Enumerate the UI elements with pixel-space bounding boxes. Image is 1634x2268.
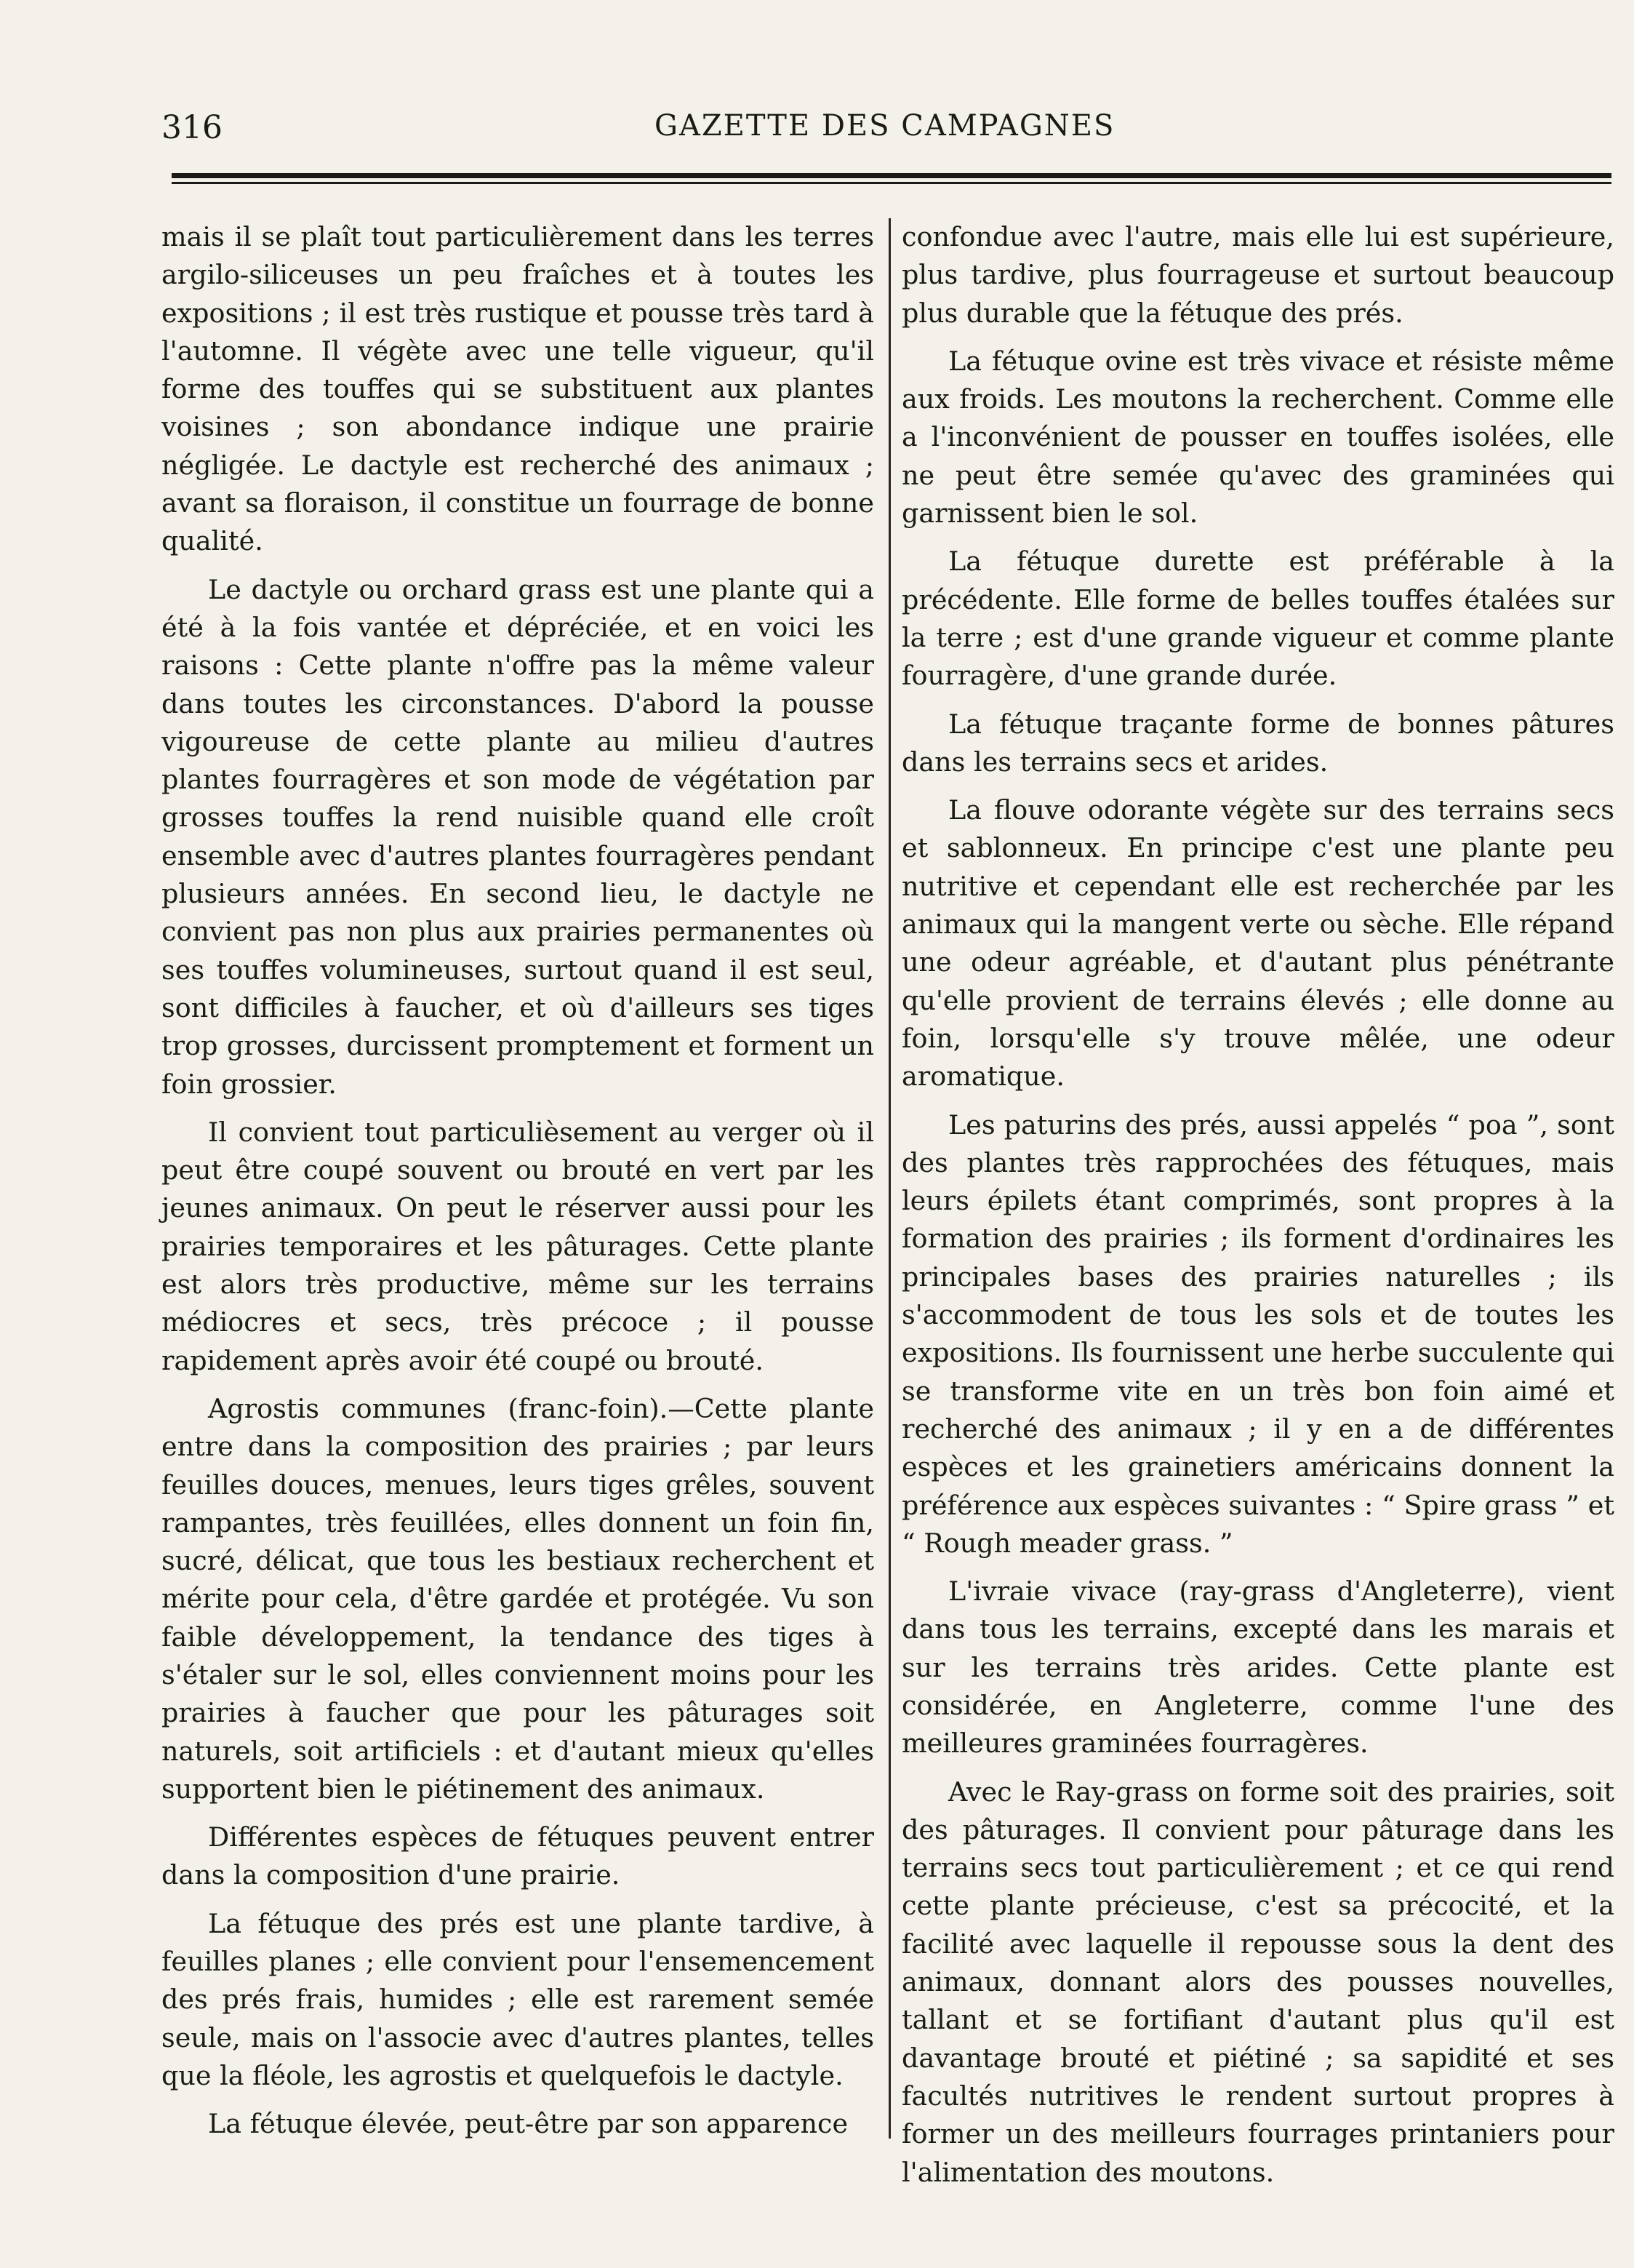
paragraph: Le dactyle ou orchard grass est une plante qui a été à la fois vantée et dépréciée, et en voici les raisons : Cette plante n'offre pas la même valeur dans toutes les circonstances. D'abord la pousse vigoureuse de cette plante au milieu d'autres plantes fourragères et son mode de végétation par grosses touffes la rend nuisible quand elle croît ensemble avec d'autres plantes fourragères pendant plusieurs années. En second lieu, le dactyle ne convient pas non plus aux prairies permanentes où ses touffes volumineuses, surtout quand il est seul, sont difficiles à faucher, et où d'ailleurs ses tiges trop grosses, durcissent promptement et forment un foin grossier. <box>161 573 874 1100</box>
paragraph: Les paturins des prés, aussi appelés “ poa ”, sont des plantes très rapprochées des fétuques, mais leurs épilets étant comprimés, sont propres à la formation des prairies ; ils forment d'ordinaires les principales bases des prairies naturelles ; ils s'accommodent de tous les sols et de toutes les expositions. Ils fournissent une herbe succulente qui se transforme vite en un très bon foin aimé et recherché des animaux ; il y en a de différentes espèces et les grainetiers américains donnent la préférence aux espèces suivantes : “ Spire grass ” et “ Rough meader grass. ” <box>902 1109 1614 1559</box>
header-rule-thin <box>172 182 1611 184</box>
running-title: GAZETTE DES CAMPAGNES <box>654 109 1116 143</box>
paragraph: Il convient tout particulièsement au verger où il peut être coupé souvent ou brouté en vert par les jeunes animaux. On peut le réserver aussi pour les prairies temporaires et les pâturages. Cette plante est alors très productive, même sur les terrains médiocres et secs, très précoce ; il pousse rapidement après avoir été coupé ou brouté. <box>161 1116 874 1376</box>
page-number: 316 <box>161 109 223 146</box>
right-column <box>902 218 1614 2202</box>
paragraph: La fétuque ovine est très vivace et résiste même aux froids. Les moutons la recherchent. Comme elle a l'inconvénient de pousser en touffes isolées, elle ne peut être semée qu'avec des graminées qui garnissent bien le sol. <box>902 345 1614 530</box>
paragraph: La fétuque traçante forme de bonnes pâtures dans les terrains secs et arides. <box>902 708 1614 778</box>
paragraph: Agrostis communes (franc-foin).—Cette plante entre dans la composition des prairies ; par leurs feuilles douces, menues, leurs tiges grêles, souvent rampantes, très feuillées, elles donnent un foin fin, sucré, délicat, que tous les bestiaux recherchent et mérite pour cela, d'être gardée et protégée. Vu son faible développement, la tendance des tiges à s'étaler sur le sol, elles conviennent moins pour les prairies à faucher que pour les pâturages soit naturels, soit artificiels : et d'autant mieux qu'elles supportent bien le piétinement des animaux. <box>161 1392 874 1805</box>
paragraph: Avec le Ray-grass on forme soit des prairies, soit des pâturages. Il convient pour pâturage dans les terrains secs tout particulièrement ; et ce qui rend cette plante précieuse, c'est sa précocité, et la facilité avec laquelle il repousse sous la dent des animaux, donnant alors des pousses nouvelles, tallant et se fortifiant d'autant plus qu'il est davantage brouté et piétiné ; sa sapidité et ses facultés nutritives le rendent surtout propres à former un des meilleurs fourrages printaniers pour l'alimentation des moutons. <box>902 1776 1614 2188</box>
header-rule-thick <box>172 173 1611 178</box>
paragraph: L'ivraie vivace (ray-grass d'Angleterre), vient dans tous les terrains, excepté dans les marais et sur les terrains très arides. Cette plante est considérée, en Angleterre, comme l'une des meilleures graminées fourragères. <box>902 1576 1614 1760</box>
column-divider <box>889 218 891 2139</box>
paragraph: mais il se plaît tout particulièrement dans les terres argilo-siliceuses un peu fraîches et à toutes les expositions ; il est très rustique et pousse très tard à l'automne. Il végète avec une telle vigueur, qu'il forme des touffes qui se substituent aux plantes voisines ; son abondance indique une prairie négligée. Le dactyle est recherché des animaux ; avant sa floraison, il constitue un fourrage de bonne qualité. <box>161 221 874 557</box>
paragraph: La flouve odorante végète sur des terrains secs et sablonneux. En principe c'est une plante peu nutritive et cependant elle est recherchée par les animaux qui la mangent verte ou sèche. Elle répand une odeur agréable, et d'autant plus pénétrante qu'elle provient de terrains élevés ; elle donne au foin, lorsqu'elle s'y trouve mêlée, une odeur aromatique. <box>902 794 1614 1093</box>
paragraph: La fétuque durette est préférable à la précédente. Elle forme de belles touffes étalées sur la terre ; est d'une grande vigueur et comme plante fourragère, d'une grande durée. <box>902 546 1614 692</box>
paragraph: La fétuque élevée, peut-être par son apparence <box>208 2108 849 2140</box>
paragraph: Différentes espèces de fétuques peuvent entrer dans la composition d'une prairie. <box>161 1821 874 1891</box>
left-column <box>161 218 874 2154</box>
paragraph: La fétuque des prés est une plante tardive, à feuilles planes ; elle convient pour l'ensemencement des prés frais, humides ; elle est rarement semée seule, mais on l'associe avec d'autres plantes, telles que la fléole, les agrostis et quelquefois le dactyle. <box>161 1907 874 2091</box>
paragraph: confondue avec l'autre, mais elle lui est supérieure, plus tardive, plus fourrageuse et surtout beaucoup plus durable que la fétuque des prés. <box>902 221 1614 329</box>
